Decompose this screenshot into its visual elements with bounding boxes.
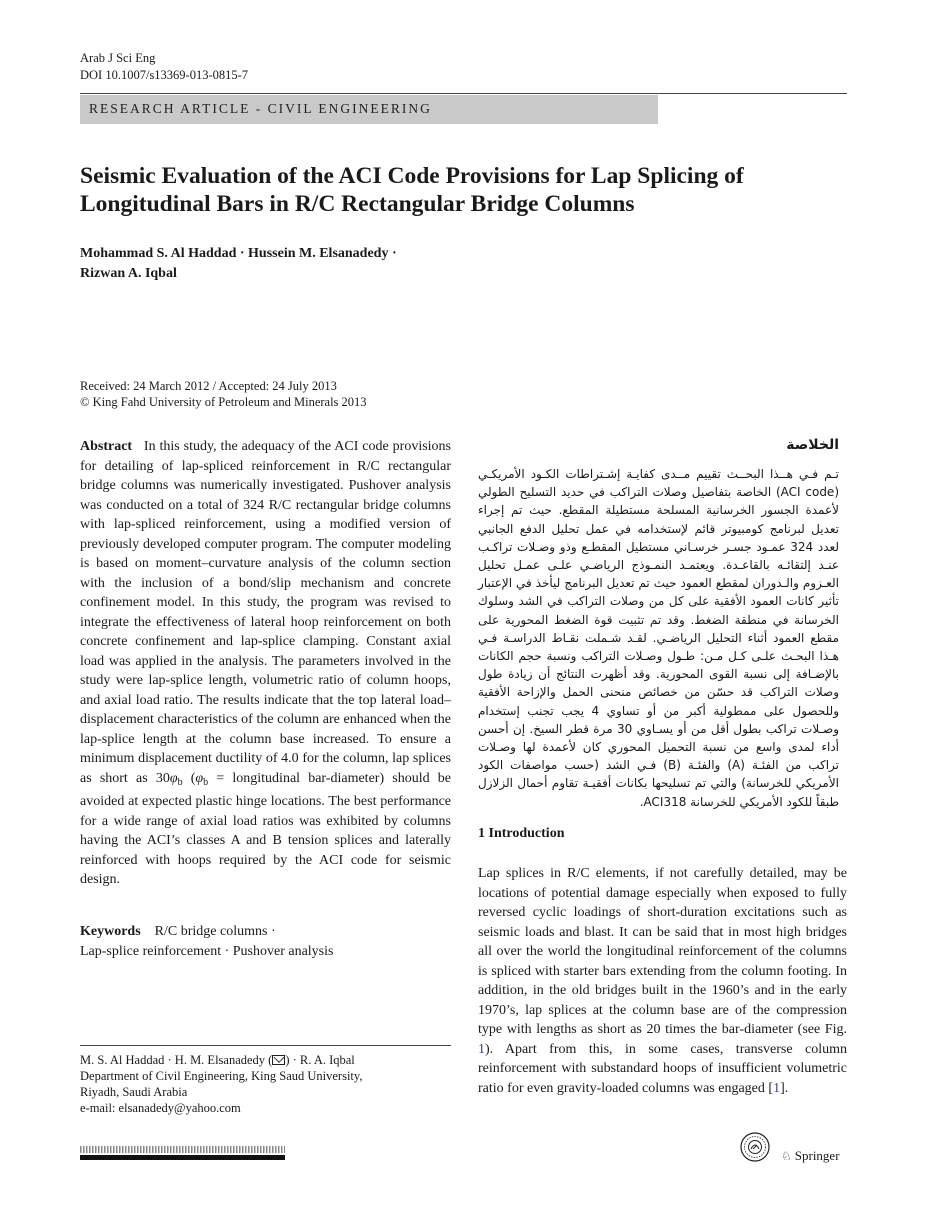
section-banner-label: RESEARCH ARTICLE - CIVIL ENGINEERING [89,101,432,116]
citation-link[interactable]: 1 [773,1080,781,1096]
doi[interactable]: DOI 10.1007/s13369-013-0815-7 [80,68,249,82]
abstract-text-2: ( [182,770,196,786]
phi-subscript: b [177,776,183,788]
barcode-strip [80,1146,285,1160]
phi-symbol: φ [169,770,178,786]
abstract-heading: Abstract [80,439,133,454]
abstract-text-3: = longitudinal bar-diameter) should be avoided at expected plastic hinge locations. The best performance for a wide range of axial load ratios was exhibited by columns having the ACI’s classes A and B tension splices and laterally reinforced with hoops required by the ACI code for seismic design. [80,770,451,887]
springer-label: Springer [794,1148,840,1163]
author-line-2: Rizwan A. Iqbal [80,266,177,281]
abstract-text-1: In this study, the adequacy of the ACI code provisions for detailing of lap-spliced reinforcement in R/C rectangular bridge columns was numerically investigated. Pushover analysis was conducted on a total of 324 R/C rectangular bridge columns with lap-spliced reinforcement, using a modified version of previously developed computer program. The computer modeling is based on moment–curvature analysis of the column section with the inclusion of a bond/slip mechanism and concrete confinement model. In this study, the program was revised to integrate the effectiveness of lateral hoop reinforcement on both concrete confinement and lap-splice clamping. Constant axial load was applied in the analysis. The parameters involved in the study were lap-splice length, volumetric ratio of column hoops, and axial load ratio. The results indicate that the top lateral load–displacement characteristics of the column are enhanced when the lap-splice length at the column base increased. To ensure a minimum displacement ductility of 4.0 for the column, lap splices as short as 30 [80,439,451,786]
affiliation-line-2: Riyadh, Saudi Arabia [80,1085,188,1099]
journal-header [80,50,248,84]
journal-name: Arab J Sci Eng [80,51,156,65]
received-accepted: Received: 24 March 2012 / Accepted: 24 July 2013 [80,379,337,393]
society-seal-icon [740,1132,770,1162]
keywords [80,922,451,962]
phi-subscript: b [203,776,209,788]
copyright: © King Fahd University of Petroleum and Minerals 2013 [80,395,367,409]
author-line-1: Mohammad S. Al Haddad · Hussein M. Elsanadedy · [80,246,397,261]
intro-text-3: ]. [780,1080,789,1096]
author-list [80,244,500,284]
affiliation-line-1: Department of Civil Engineering, King Saud University, [80,1069,363,1083]
keywords-line-1: R/C bridge columns · [154,924,276,939]
intro-text-1: Lap splices in R/C elements, if not carefully detailed, may be locations of potential damage especially when exposed to fully reversed cyclic loadings of short-duration excitations such as seismic loads and blast. It can be said that in most high bridges all over the world the longitudinal reinforcement of the columns is spliced with starter bars extending from the column footing. In addition, in the old bridges built in the 1960’s and in the early 1970’s, lap splices at the column base are of the compression type with lengths as short as 20 times the bar-diameter (see Fig. [478,866,847,1037]
footnote-rule [80,1045,451,1046]
arabic-abstract-heading: الخلاصة [786,437,839,453]
introduction-heading: 1 Introduction [478,826,565,841]
paper-title: Seismic Evaluation of the ACI Code Provisions for Lap Splicing of Longitudinal Bars in R/C Rectangular Bridge Columns [80,163,744,217]
author-footnote [80,1052,451,1116]
envelope-icon[interactable] [272,1055,285,1065]
phi-symbol: φ [195,770,204,786]
arabic-abstract-text: تـم فـي هــذا البحــث تقييم مــدى كفايـة إشـتراطات الكـود الأمريكـي (ACI code) الخاصة بتفاصيل وصلات التراكب في حديد التسليح الطولي لأعمدة الجسور الخرسانية المسلحة مستطيلة المقطع. حيث تم إجراء تعديل لبرنامج كومبيوتر قائم لإستخدامه في عمل تحليل الدفع الجانبي لعدد 324 عمـود جسـر خرسـاني مستطيل المقطـع وذو وصـلات تراكـب عنـد إلتقائـه بالقاعـدة. ويعتمـد النمـوذج الرياضـي علـى عمـل تحليل العـزوم والـدوران لمقطع العمود حيث تم تعديل البرنامج ليأخذ في الإعتبار تأثير كانات العمود الأفقية على كل من وصلات التراكب في الشد وسلوك الخرسانة في منطقة الضغط. وقد تم تثبيت قوة الضغط المحورية على مقطع العمود أثناء التحليل الرياضـي. لقـد شـملت نقـاط الدراسـة فـي هـذا البحـث علـى كـل مـن: طـول وصـلات التراكب ونسبة حجم الكانات بالإضـافة إلى نسبة القوى المحورية. وقد أظهرت النتائج أن زيادة طول وصلات التراكب قد حسّن من خصائص منحنى الحمل والإزاحة الأفقية وللحصول على ممطولية أكبر من أو تساوي 4 يجب تجنب إستخدام وصـلات تراكب بطول أقل من أو يسـاوي 30 مرة قطر السيخ. إن أحسن أداء لمدى واسع من نسبة التحميل المحوري كان لأعمدة لها وصـلات تراكب من الفئـة (A) والفئـة (B) فـي الشد (حسب مواصفات الكود الأمريكي للخرسانة) والتي تم تسليحها بكانات أفقيـة تقاوم أحمال الزلازل طبقاً للكود الأمريكي للخرسانة ACI318. [478,467,840,809]
footnote-authors-prefix: M. S. Al Haddad · H. M. Elsanadedy ( [80,1053,273,1067]
springer-horse-icon: ♘ [781,1149,792,1163]
section-banner [80,95,658,124]
keywords-heading: Keywords [80,924,141,939]
intro-text-2: ). Apart from this, in some cases, transverse column reinforcement with substandard hoops of insufficient volumetric ratio for even gravity-loaded columns was engaged [ [478,1041,847,1096]
footnote-authors-suffix: ) · R. A. Iqbal [285,1053,355,1067]
abstract [80,437,451,890]
publication-dates [80,378,367,410]
header-rule [80,93,847,94]
email[interactable]: e-mail: elsanadedy@yahoo.com [80,1101,241,1115]
figure-link[interactable]: 1 [478,1041,485,1057]
introduction-text [478,864,847,1098]
springer-logo [781,1148,840,1164]
keywords-line-2: Lap-splice reinforcement · Pushover analysis [80,944,334,959]
